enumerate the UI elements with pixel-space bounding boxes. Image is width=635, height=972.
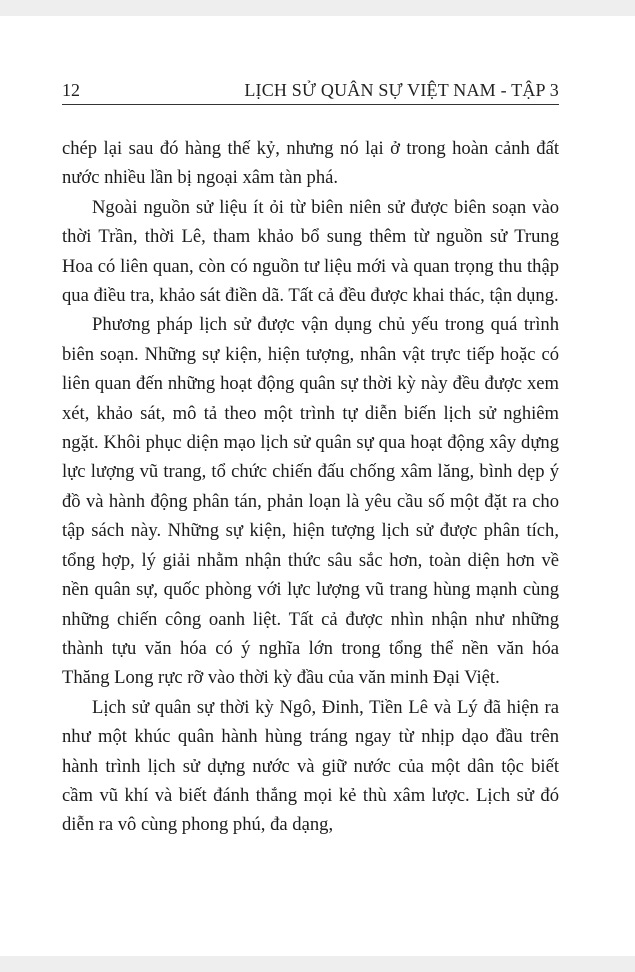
page-number: 12 (62, 80, 80, 100)
running-title: LỊCH SỬ QUÂN SỰ VIỆT NAM - TẬP 3 (244, 80, 559, 100)
paragraph: Ngoài nguồn sử liệu ít ỏi từ biên niên sử được biên soạn vào thời Trần, thời Lê, tham khảo bổ sung thêm từ nguồn sử Trung Hoa có liên quan, còn có nguồn tư liệu mới và quan trọng thu thập qua điều tra, khảo sát điền dã. Tất cả đều được khai thác, tận dụng. (62, 196, 559, 307)
body-text (62, 134, 559, 840)
paragraph: Phương pháp lịch sử được vận dụng chủ yếu trong quá trình biên soạn. Những sự kiện, hiện tượng, nhân vật trực tiếp hoặc có liên quan đến những hoạt động quân sự thời kỳ này đều được xem xét, khảo sát, mô tả theo một trình tự diễn biến lịch sử nghiêm ngặt. Khôi phục diện mạo lịch sử quân sự qua hoạt động xây dựng lực lượng vũ trang, tổ chức chiến đấu chống xâm lăng, bình dẹp ý đồ và hành động phân tán, phản loạn là yêu cầu số một đặt ra cho tập sách này. Những sự kiện, hiện tượng lịch sử được phân tích, tổng hợp, lý giải nhằm nhận thức sâu sắc hơn, toàn diện hơn về nền quân sự, quốc phòng với lực lượng vũ trang hùng mạnh cùng những chiến công oanh liệt. Tất cả được nhìn nhận như những thành tựu văn hóa có ý nghĩa lớn trong tổng thể nền văn hóa Thăng Long rực rỡ vào thời kỳ đầu của văn minh Đại Việt. (62, 314, 559, 689)
book-page (0, 16, 635, 956)
paragraph: chép lại sau đó hàng thế kỷ, nhưng nó lại ở trong hoàn cảnh đất nước nhiều lần bị ngoại xâm tàn phá. (62, 138, 559, 189)
paragraph: Lịch sử quân sự thời kỳ Ngô, Đinh, Tiền Lê và Lý đã hiện ra như một khúc quân hành hùng tráng ngay từ nhịp dạo đầu trên hành trình lịch sử dựng nước và giữ nước của một dân tộc biết cầm vũ khí và biết đánh thắng mọi kẻ thù xâm lược. Lịch sử đó diễn ra vô cùng phong phú, đa dạng, (62, 696, 559, 836)
page-header (62, 78, 559, 105)
